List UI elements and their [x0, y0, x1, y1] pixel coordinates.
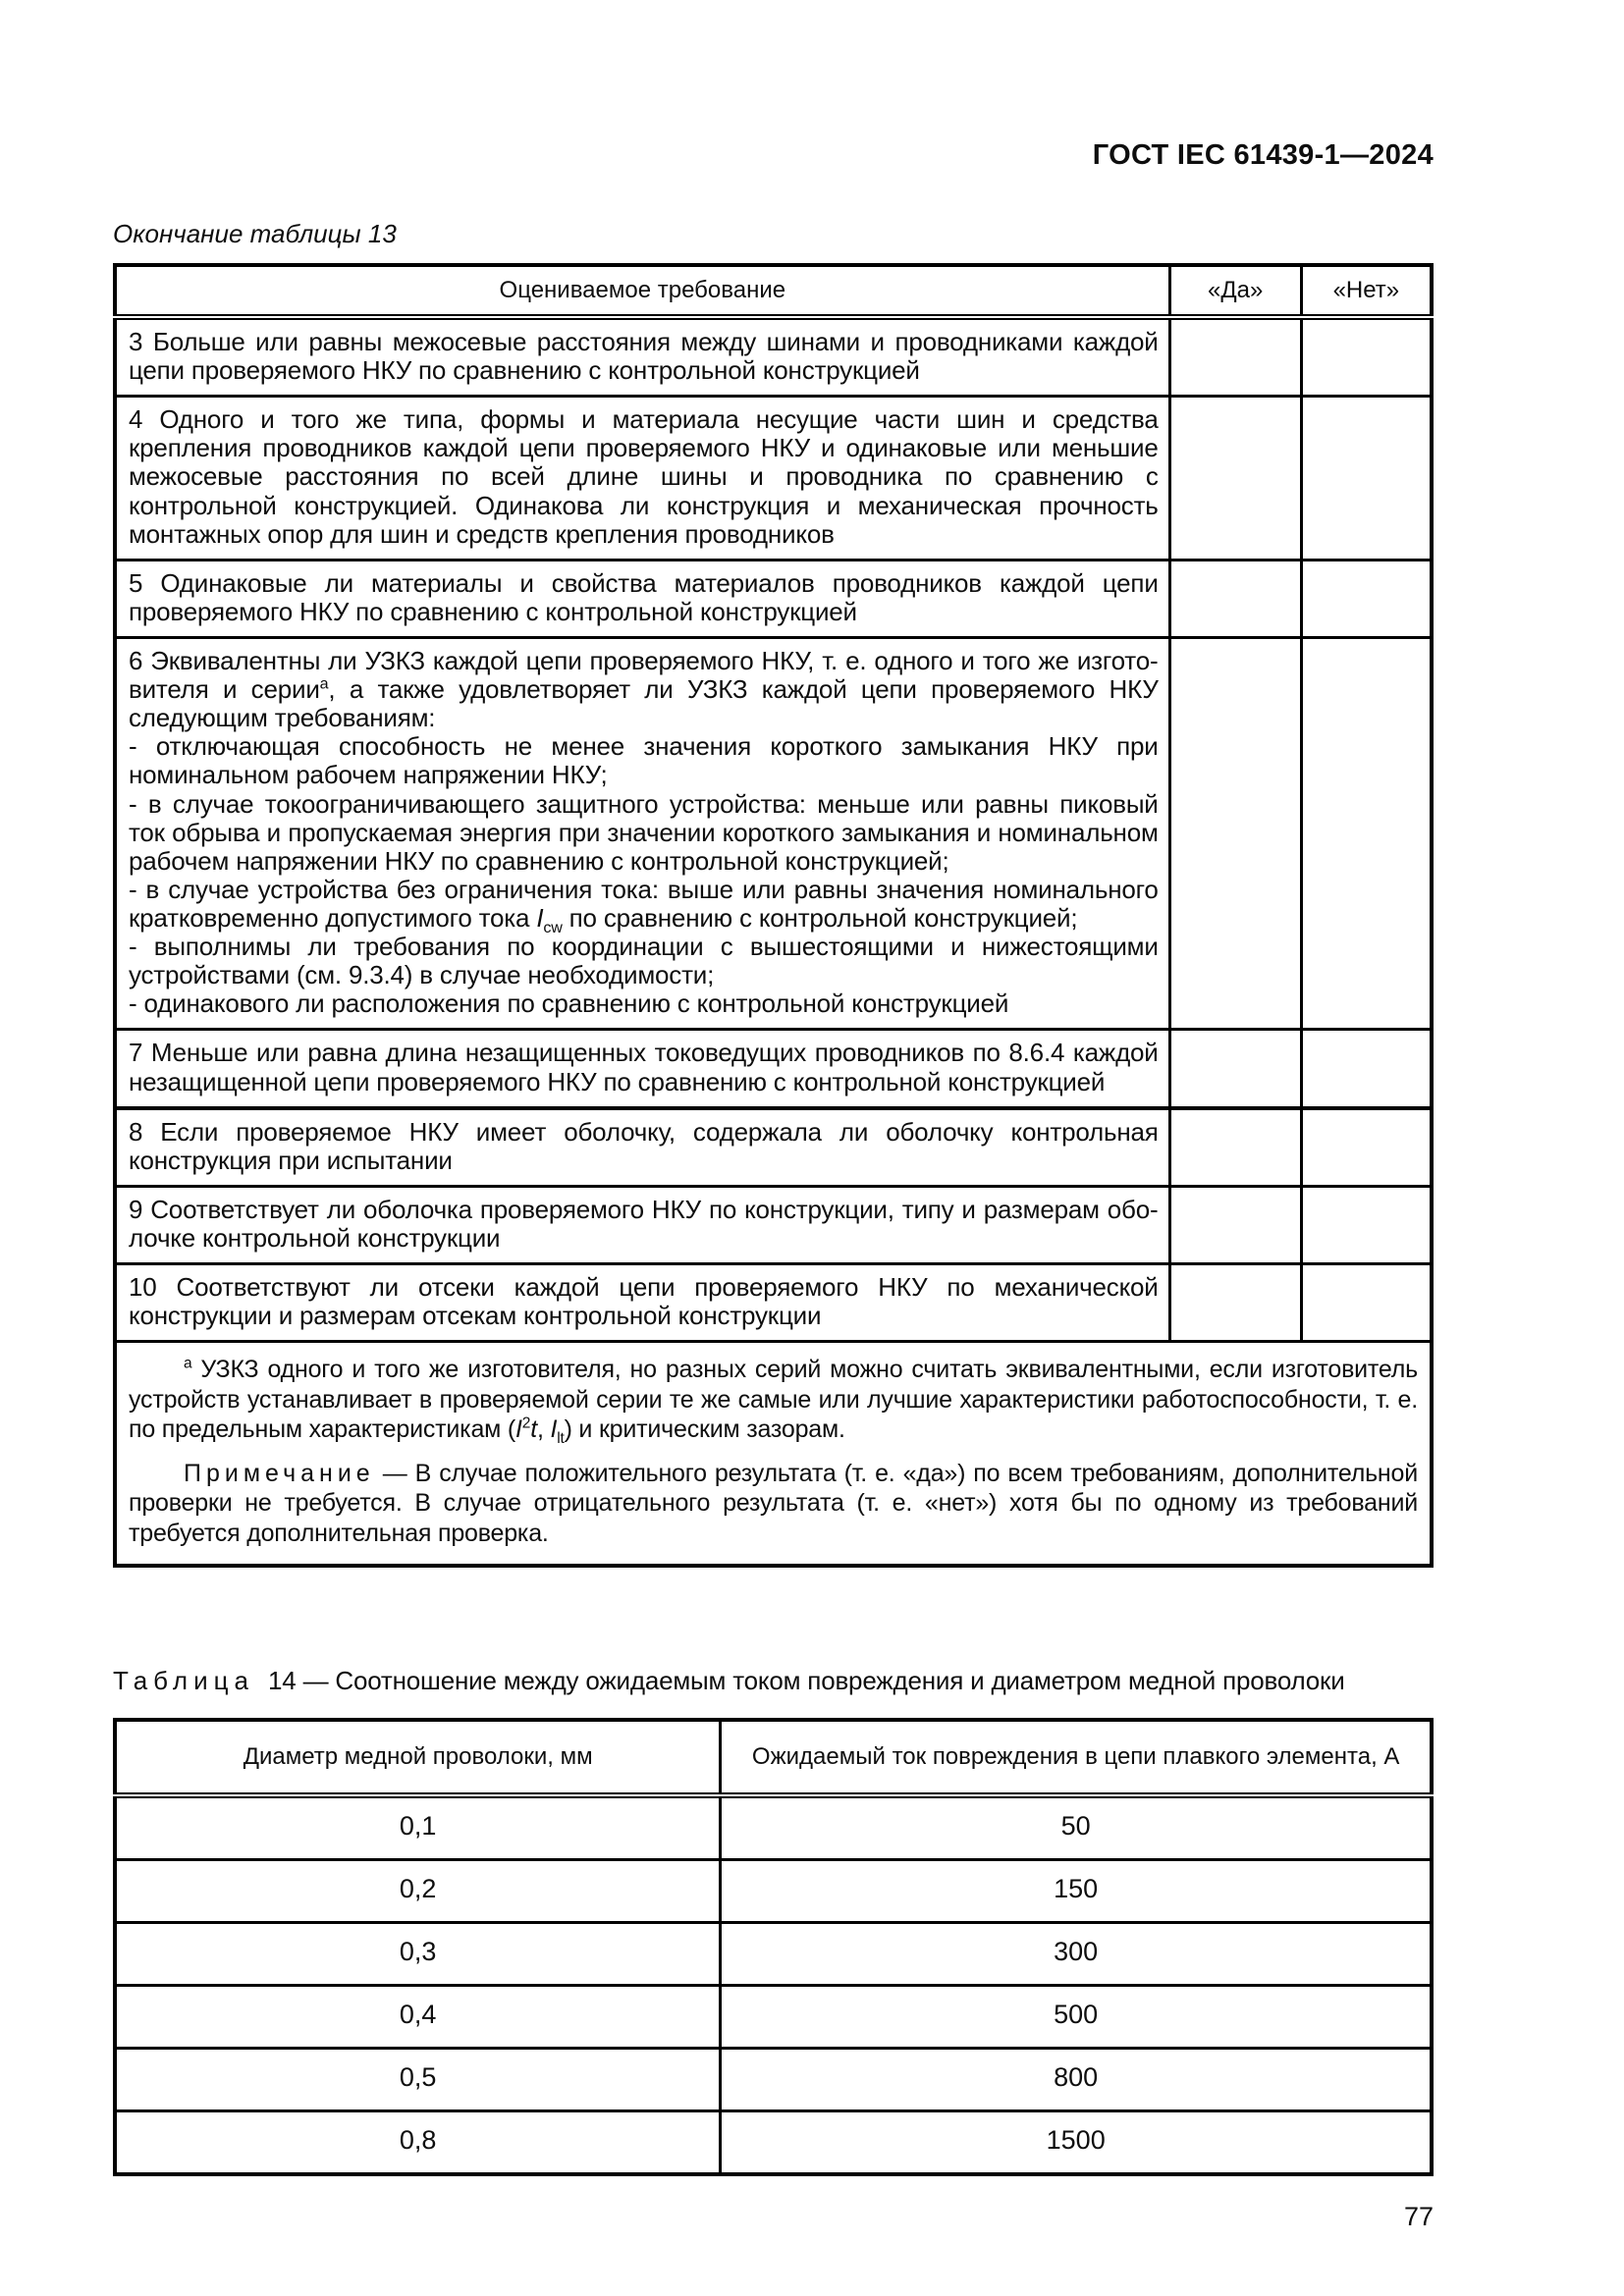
note-label: Примечание — [184, 1459, 375, 1487]
page-number: 77 — [1403, 2202, 1434, 2232]
diameter-value-1: 0,1 — [115, 1795, 721, 1860]
table13-header-yes: «Да» — [1169, 265, 1301, 317]
yes-cell-10 — [1169, 1264, 1301, 1342]
requirement-cell-8: 8 Если проверяемое НКУ имеет оболочку, содержала ли оболочку контрольная конструкция при испытании — [115, 1108, 1169, 1187]
ilt-symbol: I — [550, 1415, 558, 1444]
note-text: В случае положительного результата (т. е. «да») по всем требованиям, дополнительной проверки не требуется. В случае отрицательного результата (т. е. «нет») хотя бы по одному из требований требуется дополнительная проверка. — [129, 1459, 1418, 1547]
icw-symbol: I — [536, 902, 544, 933]
table14-caption: Таблица 14 — Соотношение между ожидаемым током повреждения и диаметром медной проволоки — [113, 1666, 1345, 1696]
table13-header-row — [115, 265, 1432, 317]
table13 — [113, 263, 1434, 1568]
requirement-6-bullet-2: - в случае токоограничивающего защитного устройства: меньше или равны пиковый ток обрыва и пропускаемая энергия при значении короткого замыкания и номинальном рабочем напряжении НКУ по сравнению с контрольной конструкцией; — [129, 788, 1159, 876]
requirement-6-intro: 6 Эквивалентны ли УЗКЗ каждой цепи проверяемого НКУ, т. е. одного и того же изготовителя и серии$^а$, а также удовлетворяет ли УЗКЗ каждой цепи проверяемого НКУ следующим требованиям: — [129, 645, 1159, 733]
footnote-a-text: $^а$ УЗКЗ одного и того же изготовителя, но разных серий можно считать эквивалентными, если изготовитель устройств устанавливает в проверяемой серии те же самые или лучшие характеристики работоспособности, т. е. по предельным характеристикам ($I^2t$, $I_{lt}$) и критическим зазорам. — [129, 1355, 1418, 1448]
footnote-a-reference: а — [319, 674, 329, 693]
diameter-value-6: 0,8 — [115, 2111, 721, 2175]
no-cell-8 — [1301, 1108, 1432, 1187]
table14-caption-label: Таблица — [113, 1666, 254, 1696]
yes-cell-3 — [1169, 317, 1301, 397]
diameter-value-5: 0,5 — [115, 2049, 721, 2111]
table14-row-2 — [115, 1860, 1432, 1923]
current-value-6: 1500 — [721, 2111, 1432, 2175]
current-value-4: 500 — [721, 1986, 1432, 2049]
icw-subscript: cw — [543, 919, 563, 937]
table13-row-9 — [115, 1186, 1432, 1263]
no-cell-9 — [1301, 1186, 1432, 1263]
table14-row-4 — [115, 1986, 1432, 2049]
diameter-value-3: 0,3 — [115, 1923, 721, 1986]
requirement-6-bullet-5: - одинакового ли расположения по сравнению с контрольной конструкцией — [129, 988, 1009, 1019]
document-page — [113, 0, 1434, 2232]
current-value-3: 300 — [721, 1923, 1432, 1986]
current-value-1: 50 — [721, 1795, 1432, 1860]
no-cell-10 — [1301, 1264, 1432, 1342]
requirement-cell-3: 3 Больше или равны межосевые расстояния между шинами и проводниками каждой цепи проверяемого НКУ по сравнению с контрольной конструкцией — [115, 317, 1169, 397]
table13-header-requirement: Оцениваемое требование — [115, 265, 1169, 317]
no-cell-3 — [1301, 317, 1432, 397]
table13-continuation-caption: Окончание таблицы 13 — [113, 219, 397, 248]
table13-row-6 — [115, 637, 1432, 1029]
table13-row-7 — [115, 1030, 1432, 1108]
table13-footnote-cell — [115, 1342, 1432, 1567]
table14-header-current: Ожидаемый ток повреждения в цепи плавкого элемента, А — [721, 1720, 1432, 1795]
requirement-cell-4: 4 Одного и того же типа, формы и материала несущие части шин и средства крепления проводников каждой цепи проверяемого НКУ и одинаковые или меньшие межосевые расстояния по всей длине шины и проводника по сравнению с контрольной конструкцией. Одинакова ли конструкция и механическая прочность монтажных опор для шин и средств крепления проводников — [115, 397, 1169, 561]
requirement-cell-10: 10 Соответствуют ли отсеки каждой цепи проверяемого НКУ по механической конструкции и размерам отсекам контрольной конструкции — [115, 1264, 1169, 1342]
yes-cell-8 — [1169, 1108, 1301, 1187]
table13-header-no: «Нет» — [1301, 265, 1432, 317]
diameter-value-2: 0,2 — [115, 1860, 721, 1923]
requirement-6-bullet-4: - выполнимы ли требования по координации с вышестоящими и нижестоящими устройствами (см. 9.3.4) в случае необходимости; — [129, 932, 1159, 990]
footnote-a-marker: а — [184, 1355, 192, 1372]
table13-row-3 — [115, 317, 1432, 397]
requirement-cell-5: 5 Одинаковые ли материалы и свойства материалов проводников каждой цепи проверяемого НКУ по сравнению с контрольной конструкцией — [115, 560, 1169, 637]
table13-row-4 — [115, 397, 1432, 561]
standard-header: ГОСТ IEC 61439-1—2024 — [1092, 139, 1434, 171]
table13-row-10 — [115, 1264, 1432, 1342]
table14-caption-text: Соотношение между ожидаемым током повреждения и диаметром медной проволоки — [335, 1666, 1345, 1696]
yes-cell-7 — [1169, 1030, 1301, 1108]
table14-header-diameter: Диаметр медной проволоки, мм — [115, 1720, 721, 1795]
no-cell-7 — [1301, 1030, 1432, 1108]
no-cell-5 — [1301, 560, 1432, 637]
requirement-6-bullet-3: - в случае устройства без ограничения тока: выше или равны значения номинального кратковременно допустимого тока $I_{cw}$ по сравнению с контрольной конструкцией; — [129, 874, 1159, 937]
table14-row-3 — [115, 1923, 1432, 1986]
no-cell-4 — [1301, 397, 1432, 561]
yes-cell-4 — [1169, 397, 1301, 561]
yes-cell-6 — [1169, 637, 1301, 1029]
table14 — [113, 1718, 1434, 2176]
yes-cell-5 — [1169, 560, 1301, 637]
requirement-cell-6 — [115, 637, 1169, 1029]
current-value-5: 800 — [721, 2049, 1432, 2111]
table14-row-5 — [115, 2049, 1432, 2111]
current-value-2: 150 — [721, 1860, 1432, 1923]
requirement-cell-9: 9 Соответствует ли оболочка проверяемого НКУ по конструкции, типу и размерам оболочке контрольной конструкции — [115, 1186, 1169, 1263]
table14-row-6 — [115, 2111, 1432, 2175]
table13-row-5 — [115, 560, 1432, 637]
table13-note: Примечание — В случае положительного результата (т. е. «да») по всем требованиям, дополнительной проверки не требуется. В случае отрицательного результата (т. е. «нет») хотя бы по одному из требований требуется дополнительная проверка. — [129, 1459, 1418, 1547]
i2t-symbol: I — [515, 1415, 522, 1444]
yes-cell-9 — [1169, 1186, 1301, 1263]
table13-row-8 — [115, 1108, 1432, 1187]
table13-footnote-row — [115, 1342, 1432, 1567]
requirement-cell-7: 7 Меньше или равна длина незащищенных токоведущих проводников по 8.6.4 каждой незащищенной цепи проверяемого НКУ по сравнению с контрольной конструкцией — [115, 1030, 1169, 1108]
table14-row-1 — [115, 1795, 1432, 1860]
requirement-6-bullet-1: - отключающая способность не менее значения короткого замыкания НКУ при номинальном рабочем напряжении НКУ; — [129, 731, 1159, 790]
diameter-value-4: 0,4 — [115, 1986, 721, 2049]
table14-header-row — [115, 1720, 1432, 1795]
no-cell-6 — [1301, 637, 1432, 1029]
